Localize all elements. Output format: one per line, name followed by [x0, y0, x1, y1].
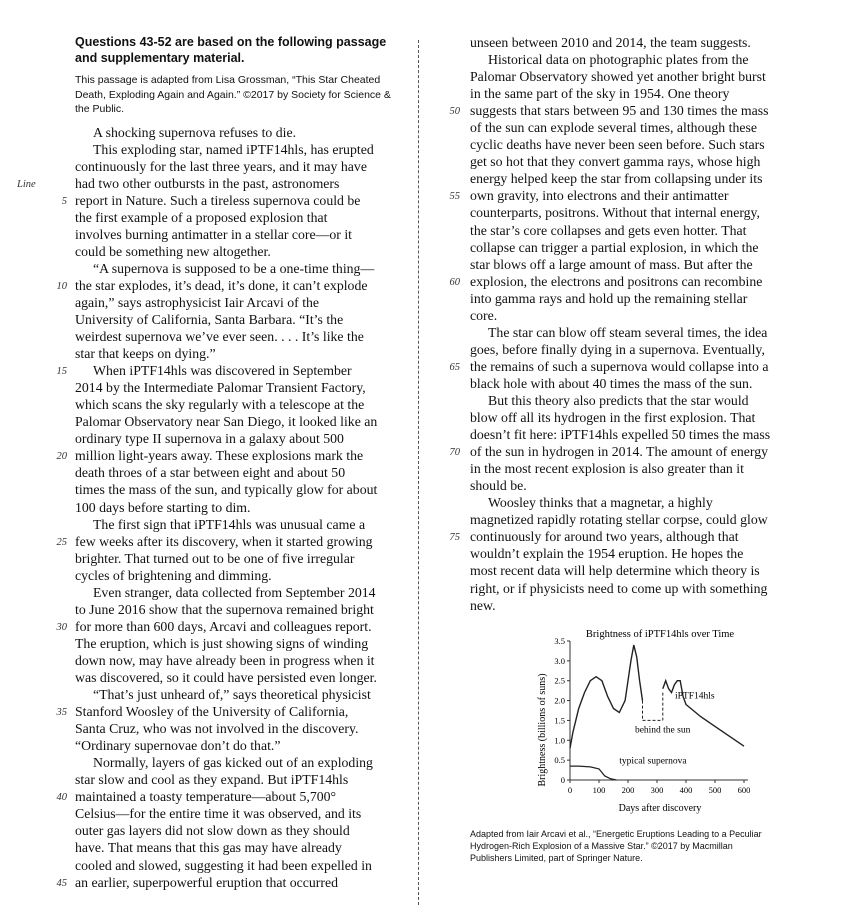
line-text: Stanford Woosley of the University of California,	[75, 704, 349, 720]
line-number: 35	[56, 707, 67, 719]
line-text: million light-years away. These explosions mark the	[75, 448, 364, 464]
line-text: of the sun in hydrogen in 2014. The amount of energy	[470, 444, 768, 460]
line-text: most recent data will help determine which theory is	[470, 563, 760, 579]
passage-line	[470, 204, 800, 221]
line-text: A shocking supernova refuses to die.	[93, 124, 297, 140]
passage-line	[75, 430, 405, 447]
line-text: Normally, layers of gas kicked out of an exploding	[93, 755, 373, 771]
passage-line	[56, 874, 405, 891]
passage-line	[75, 601, 405, 618]
passage-line	[56, 362, 405, 379]
line-text: in the most recent explosion is also greater than it	[470, 461, 744, 477]
passage-line	[56, 447, 405, 464]
line-number: 65	[449, 361, 460, 373]
y-tick-label: 3.0	[554, 655, 565, 666]
iptf14hls-series-line	[663, 681, 744, 747]
passage-line	[75, 243, 405, 260]
passage-line	[56, 277, 405, 294]
line-text: for more than 600 days, Arcavi and colleagues report.	[75, 618, 372, 634]
line-number: 20	[56, 451, 67, 463]
passage-line	[75, 396, 405, 413]
column-divider	[418, 40, 419, 905]
line-text: new.	[470, 597, 496, 613]
y-tick-label: 0	[560, 775, 565, 785]
line-text: right, or if physicists need to come up with something	[470, 580, 768, 596]
line-text: an earlier, superpowerful eruption that occurred	[75, 874, 339, 890]
passage-line	[75, 635, 405, 652]
passage-line	[75, 771, 405, 788]
passage-line	[470, 426, 800, 443]
line-text: to June 2016 show that the supernova remained bright	[75, 601, 374, 617]
line-text: cyclic deaths have never been seen before. Such stars	[470, 137, 765, 153]
line-text: in the same part of the sky in 1954. One theory	[470, 86, 730, 102]
x-tick-label: 0	[567, 785, 573, 795]
y-tick-label: 0.5	[554, 755, 565, 766]
passage-line	[75, 413, 405, 430]
passage-line	[449, 528, 800, 545]
iptf14hls-series-label: iPTF14hls	[674, 691, 715, 702]
iptf14hls-series-line	[570, 645, 643, 748]
passage-line	[75, 686, 405, 703]
y-tick-label: 1.5	[554, 715, 565, 726]
passage-line	[470, 68, 800, 85]
line-text: brighter. That turned out to be one of five irregular	[75, 550, 355, 566]
passage-line	[470, 562, 800, 579]
line-text: cycles of brightening and dimming.	[75, 567, 272, 583]
passage-left-column	[17, 124, 405, 891]
passage-line	[470, 307, 800, 324]
line-text: own gravity, into electrons and their antimatter	[470, 188, 729, 204]
passage-line	[470, 222, 800, 239]
passage-line	[75, 345, 405, 362]
line-text: should be.	[470, 478, 527, 494]
passage-line	[470, 494, 800, 511]
chart-svg	[470, 625, 810, 815]
y-tick-label: 2.0	[554, 695, 565, 706]
passage-line	[470, 239, 800, 256]
brightness-chart	[470, 625, 810, 815]
passage-line	[17, 175, 405, 192]
line-text: Palomar Observatory showed yet another bright burst	[470, 69, 766, 85]
passage-line	[470, 51, 800, 68]
figure-credit: Adapted from Iair Arcavi et al., “Energetic Eruptions Leading to a Peculiar Hydrogen-Rich Explosion of a Massive Star.” ©2017 by Macmillan Publishers Limited, part of Springer Nature.	[470, 829, 762, 863]
passage-line	[470, 545, 800, 562]
passage-line	[75, 550, 405, 567]
passage-line	[75, 311, 405, 328]
line-text: This exploding star, named iPTF14hls, has erupted	[93, 141, 374, 157]
passage-line	[470, 290, 800, 307]
passage-line	[449, 358, 800, 375]
line-text: Even stranger, data collected from September 2014	[93, 584, 376, 600]
passage-line	[470, 409, 800, 426]
passage-line	[470, 392, 800, 409]
line-text: blow off all its hydrogen in the first explosion. That	[470, 410, 756, 426]
passage-line	[470, 375, 800, 392]
line-text: the remains of such a supernova would collapse into a	[470, 358, 769, 374]
passage-line	[470, 119, 800, 136]
chart-y-axis-label: Brightness (billions of suns)	[537, 673, 548, 787]
line-text: could be something new altogether.	[75, 243, 271, 259]
passage-line	[449, 187, 800, 204]
chart-title: Brightness of iPTF14hls over Time	[585, 629, 735, 640]
line-text: The eruption, which is just showing signs of winding	[75, 635, 369, 651]
passage-line	[75, 516, 405, 533]
line-number: 55	[449, 191, 460, 203]
chart-x-axis-label: Days after discovery	[618, 803, 702, 814]
passage-line	[75, 209, 405, 226]
line-text: When iPTF14hls was discovered in September	[93, 363, 352, 379]
line-text: “A supernova is supposed to be a one-time thing—	[93, 260, 375, 276]
line-text: of the sun can explode several times, although these	[470, 120, 757, 136]
passage-line	[449, 102, 800, 119]
x-tick-label: 300	[650, 785, 664, 795]
line-text: The first sign that iPTF14hls was unusual came a	[93, 516, 366, 532]
passage-line	[75, 328, 405, 345]
passage-line	[75, 481, 405, 498]
line-text: core.	[470, 307, 498, 323]
passage-line	[75, 822, 405, 839]
passage-line	[75, 567, 405, 584]
passage-line	[75, 379, 405, 396]
line-text: star blows off a large amount of mass. But after the	[470, 256, 753, 272]
x-tick-label: 600	[737, 785, 751, 795]
passage-line	[470, 170, 800, 187]
passage-line	[75, 754, 405, 771]
line-number: 45	[56, 877, 67, 889]
passage-line	[75, 141, 405, 158]
passage-line	[75, 294, 405, 311]
line-number: 40	[56, 792, 67, 804]
passage-line	[56, 703, 405, 720]
line-text: 100 days before starting to dim.	[75, 499, 251, 515]
passage-line	[75, 124, 405, 141]
typical-supernova-label: typical supernova	[619, 756, 687, 767]
passage-line	[470, 256, 800, 273]
passage-line	[470, 597, 800, 614]
line-text: into gamma rays and hold up the remaining stellar	[470, 290, 748, 306]
x-tick-label: 400	[679, 785, 693, 795]
x-tick-label: 500	[708, 785, 722, 795]
line-text: the first example of a proposed explosion that	[75, 209, 328, 225]
passage-line	[75, 226, 405, 243]
line-text: report in Nature. Such a tireless supernova could be	[75, 192, 361, 208]
line-text: the star explodes, it’s dead, it’s done, it can’t explode	[75, 277, 368, 293]
line-text: magnetized rapidly rotating stellar corpse, could glow	[470, 512, 768, 528]
line-text: star slow and cool as they expand. But iPTF14hls	[75, 772, 349, 788]
passage-line	[75, 584, 405, 601]
passage-line	[470, 341, 800, 358]
passage-line	[470, 511, 800, 528]
line-text: was discovered, so it could have persisted even longer.	[75, 670, 377, 685]
typical-supernova-series-line	[570, 766, 616, 780]
passage-line	[75, 839, 405, 856]
line-text: had two other outbursts in the past, astronomers	[75, 175, 340, 191]
line-text: get so hot that they convert gamma rays, whose high	[470, 154, 761, 170]
gap-label: behind the sun	[634, 725, 691, 736]
line-text: continuously for the last three years, and it may have	[75, 158, 367, 174]
line-text: The star can blow off steam several times, the idea	[488, 324, 768, 340]
line-text: “Ordinary supernovae don’t do that.”	[75, 738, 281, 754]
line-text: cooled and slowed, suggesting it had been expelled in	[75, 857, 372, 873]
line-text: the star’s core collapses and gets even hotter. That	[470, 222, 747, 238]
line-text: explosion, the electrons and positrons can recombine	[470, 273, 763, 289]
passage-line	[470, 85, 800, 102]
line-text: counterparts, positrons. Without that internal energy,	[470, 205, 761, 221]
passage-line	[75, 669, 405, 686]
passage-line	[470, 153, 800, 170]
passage-line	[56, 618, 405, 635]
line-text: “That’s just unheard of,” says theoretical physicist	[93, 687, 371, 703]
line-text: collapse can trigger a partial explosion, in which the	[470, 239, 759, 255]
line-text: which scans the sky regularly with a telescope at the	[75, 397, 365, 413]
line-number: 50	[449, 106, 460, 118]
passage-attribution: This passage is adapted from Lisa Grossman, “This Star Cheated Death, Exploding Again and Again.” ©2017 by Society for Science & the Public.	[75, 74, 391, 115]
passage-line	[56, 533, 405, 550]
line-text: star that keeps on dying.”	[75, 346, 216, 362]
passage-line	[75, 464, 405, 481]
line-text: times the mass of the sun, and typically glow for about	[75, 482, 378, 498]
line-text: again,” says astrophysicist Iair Arcavi of the	[75, 294, 320, 310]
line-text: wouldn’t explain the 1954 eruption. He hopes the	[470, 546, 744, 562]
line-text: black hole with about 40 times the mass of the sun.	[470, 375, 753, 391]
passage-line	[470, 580, 800, 597]
passage-line	[56, 788, 405, 805]
right-column	[449, 34, 800, 614]
left-column	[17, 34, 405, 891]
line-word-label: Line	[17, 178, 36, 190]
line-number: 60	[449, 276, 460, 288]
line-text: University of California, Santa Barbara. “It’s the	[75, 312, 344, 328]
line-text: 2014 by the Intermediate Palomar Transient Factory,	[75, 380, 366, 396]
line-text: Palomar Observatory near San Diego, it looked like an	[75, 414, 378, 430]
passage-line	[75, 260, 405, 277]
line-text: involves burning antimatter in a stellar core—or it	[75, 226, 353, 242]
line-text: have. That means that this gas may have already	[75, 840, 342, 856]
line-number: 5	[61, 195, 67, 207]
line-text: doesn’t fit here: iPTF14hls expelled 50 times the mass	[470, 427, 771, 443]
line-text: weirdest supernova we’ve ever seen. . . . It’s like the	[75, 329, 364, 345]
line-text: Historical data on photographic plates from the	[488, 52, 749, 68]
passage-line	[75, 499, 405, 516]
line-text: Celsius—for the entire time it was observed, and its	[75, 806, 362, 822]
passage-line	[75, 805, 405, 822]
line-number: 25	[56, 536, 67, 548]
passage-line	[470, 460, 800, 477]
line-number: 75	[449, 532, 460, 544]
line-text: suggests that stars between 95 and 130 times the mass	[470, 103, 769, 119]
questions-header: Questions 43-52 are based on the following passage and supplementary material.	[75, 35, 387, 65]
passage-line	[75, 158, 405, 175]
passage-line	[61, 192, 405, 209]
line-text: ordinary type II supernova in a galaxy about 500	[75, 431, 344, 447]
passage-line	[470, 477, 800, 494]
line-text: energy helped keep the star from collapsing under its	[470, 171, 763, 187]
line-number: 10	[56, 280, 67, 292]
line-number: 30	[56, 621, 67, 633]
line-text: few weeks after its discovery, when it started growing	[75, 533, 373, 549]
line-number: 15	[56, 366, 67, 378]
passage-line	[470, 324, 800, 341]
x-tick-label: 200	[621, 785, 635, 795]
passage-line	[449, 443, 800, 460]
passage-right-column	[449, 34, 800, 614]
line-text: death throes of a star between eight and about 50	[75, 465, 346, 481]
y-tick-label: 2.5	[554, 675, 565, 686]
line-text: maintained a toasty temperature—about 5,700°	[75, 789, 337, 805]
line-text: Woosley thinks that a magnetar, a highly	[488, 495, 713, 511]
y-tick-label: 1.0	[554, 735, 565, 746]
passage-line	[75, 652, 405, 669]
line-text: down now, may have already been in progress when it	[75, 652, 375, 668]
passage-line	[75, 857, 405, 874]
passage-line	[470, 34, 800, 51]
passage-line	[449, 273, 800, 290]
line-text: But this theory also predicts that the star would	[488, 392, 749, 408]
line-text: outer gas layers did not slow down as they should	[75, 823, 350, 839]
x-tick-label: 100	[592, 785, 606, 795]
line-text: unseen between 2010 and 2014, the team suggests.	[470, 35, 751, 50]
line-text: Santa Cruz, who was not involved in the discovery.	[75, 721, 359, 737]
line-text: goes, before finally dying in a supernova. Eventually,	[470, 341, 765, 357]
line-text: continuously for around two years, although that	[470, 529, 739, 545]
passage-line	[75, 720, 405, 737]
passage-line	[75, 737, 405, 754]
y-tick-label: 3.5	[554, 636, 565, 646]
line-number: 70	[449, 447, 460, 459]
passage-line	[470, 136, 800, 153]
